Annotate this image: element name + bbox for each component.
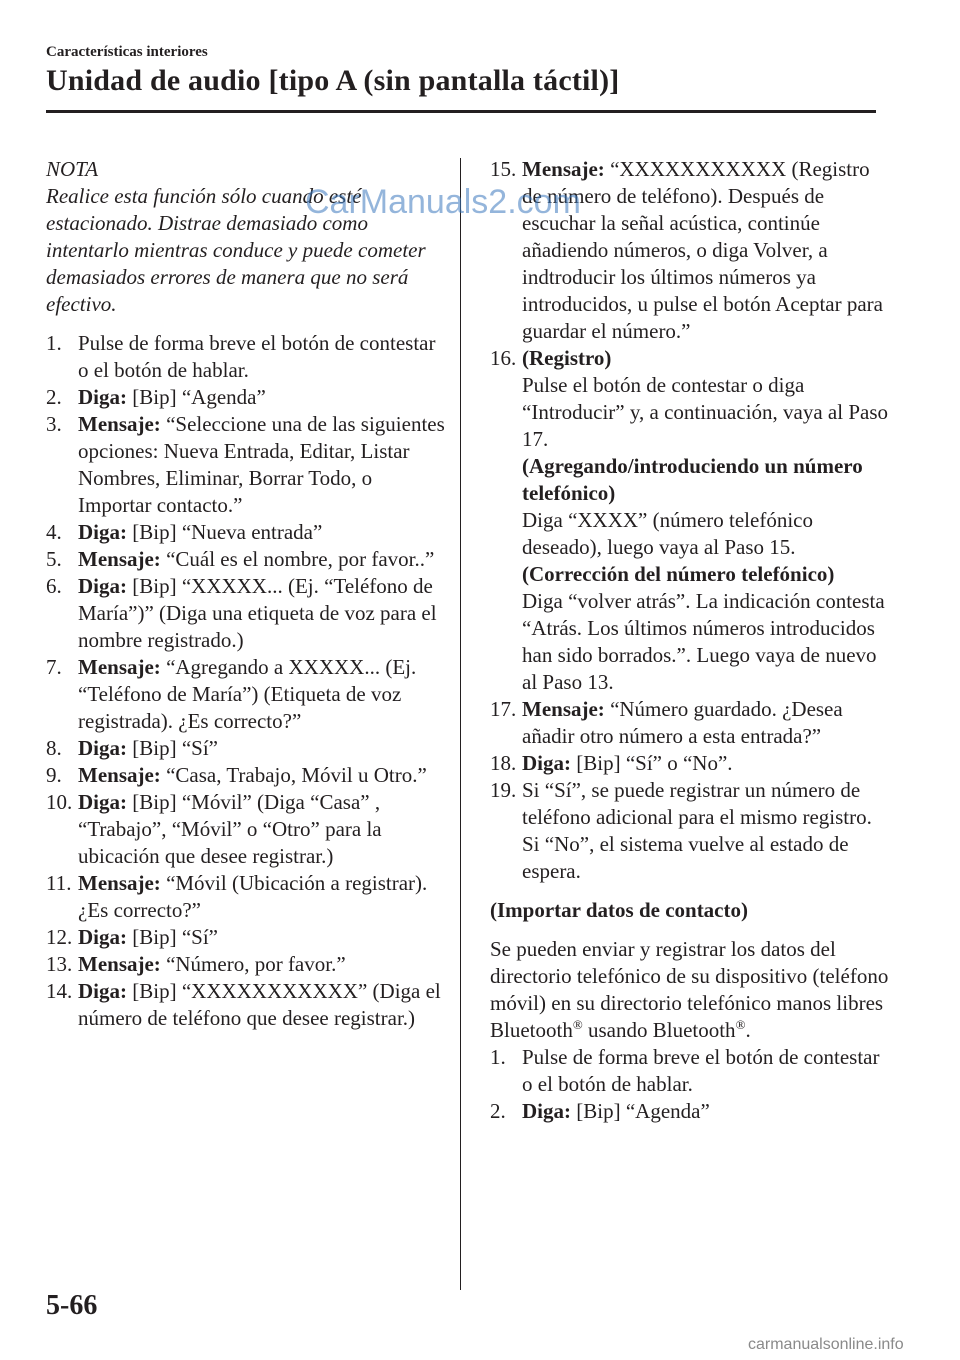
step-number: 16. [490, 346, 517, 370]
step-item [46, 735, 446, 762]
step-label: Mensaje: [78, 763, 161, 787]
step-number: 14. [46, 979, 73, 1003]
step-item [46, 411, 446, 519]
step-label: Diga: [78, 574, 127, 598]
step-label: Diga: [78, 385, 127, 409]
header-rule [46, 110, 876, 113]
step-label: Mensaje: [522, 157, 605, 181]
step-text: Pulse de forma breve el botón de contestar o el botón de hablar. [78, 331, 436, 382]
step-item [490, 777, 890, 885]
step-item [490, 750, 890, 777]
step-text: Diga: [Bip] “XXXXXXXXXXX” (Diga el número de teléfono que desee registrar.) [78, 979, 441, 1030]
step-item [46, 654, 446, 735]
step-text: Diga: [Bip] “Sí” o “No”. [522, 751, 733, 775]
step-number: 18. [490, 751, 517, 775]
step-label: Diga: [522, 1099, 571, 1123]
note-title: NOTA [46, 157, 99, 181]
step-number: 1. [490, 1045, 506, 1069]
step-label: Diga: [78, 979, 127, 1003]
step-text: Mensaje: “Móvil (Ubicación a registrar). ¿Es correcto?” [78, 871, 428, 922]
step-label: Diga: [78, 736, 127, 760]
sub-heading: (Corrección del número telefónico) [522, 562, 835, 586]
step-text: Si “Sí”, se puede registrar un número de teléfono adicional para el mismo registro. Si “No”, el sistema vuelve al estado de espera. [522, 778, 872, 883]
step-item [46, 951, 446, 978]
step-item [490, 1098, 890, 1125]
import-heading: (Importar datos de contacto) [490, 898, 748, 922]
step-text: (Registro) Pulse el botón de contestar o diga “Introducir” y, a continuación, vaya al Paso 17. (Agregando/introduciendo un número telefónico) Diga “XXXX” (número telefónico deseado), luego vaya al Paso 15. (Corrección del número telefónico) Diga “volver atrás”. La indicación contesta “Atrás. Los últimos números introducidos han sido borrados.”. Luego vaya de nuevo al Paso 13. [522, 346, 889, 694]
step-item [46, 330, 446, 384]
step-number: 7. [46, 655, 62, 679]
step-number: 2. [46, 385, 62, 409]
step-item [46, 762, 446, 789]
step-item [46, 870, 446, 924]
step-item [46, 384, 446, 411]
registered-mark: ® [735, 1017, 746, 1032]
step-item [46, 978, 446, 1032]
page-number: 5-66 [46, 1290, 98, 1321]
footer-site-link[interactable]: carmanualsonline.info [748, 1336, 904, 1353]
step-label: (Registro) [522, 346, 612, 370]
step-text: Diga: [Bip] “Sí” [78, 925, 218, 949]
step-text: Diga: [Bip] “XXXXX... (Ej. “Teléfono de María”)” (Diga una etiqueta de voz para el nombre registrado.) [78, 574, 437, 652]
step-text: Mensaje: “Seleccione una de las siguientes opciones: Nueva Entrada, Editar, Listar Nombres, Eliminar, Borrar Todo, o Importar contacto.” [78, 412, 445, 517]
step-text: Mensaje: “Casa, Trabajo, Móvil u Otro.” [78, 763, 427, 787]
step-number: 8. [46, 736, 62, 760]
step-label: Diga: [78, 790, 127, 814]
step-label: Diga: [78, 925, 127, 949]
page-title: Unidad de audio [tipo A (sin pantalla táctil)] [46, 64, 620, 97]
step-item [490, 1044, 890, 1098]
step-number: 19. [490, 778, 517, 802]
step-item [490, 345, 890, 696]
step-item [46, 546, 446, 573]
step-item [46, 573, 446, 654]
step-item [46, 789, 446, 870]
step-item [490, 696, 890, 750]
step-label: Mensaje: [78, 412, 161, 436]
step-text: Diga: [Bip] “Nueva entrada” [78, 520, 323, 544]
step-item [46, 924, 446, 951]
step-number: 9. [46, 763, 62, 787]
step-text: Diga: [Bip] “Móvil” (Diga “Casa” , “Trabajo”, “Móvil” o “Otro” para la ubicación que desee registrar.) [78, 790, 382, 868]
step-number: 12. [46, 925, 73, 949]
step-label: Mensaje: [78, 655, 161, 679]
sub-heading: (Agregando/introduciendo un número telefónico) [522, 454, 863, 505]
step-number: 15. [490, 157, 517, 181]
step-number: 5. [46, 547, 62, 571]
step-number: 3. [46, 412, 62, 436]
step-text: Mensaje: “Cuál es el nombre, por favor..” [78, 547, 435, 571]
step-number: 17. [490, 697, 517, 721]
left-column [46, 156, 446, 1032]
step-number: 11. [46, 871, 72, 895]
import-paragraph: Se pueden enviar y registrar los datos del directorio telefónico de su dispositivo (teléfono móvil) en su directorio telefónico manos libres Bluetooth® usando Bluetooth®. [490, 937, 889, 1042]
step-number: 13. [46, 952, 73, 976]
watermark: CarManuals2.com [305, 183, 581, 221]
step-text: Mensaje: “Número, por favor.” [78, 952, 346, 976]
step-text: Mensaje: “Agregando a XXXXX... (Ej. “Teléfono de María”) (Etiqueta de voz registrada). ¿Es correcto?” [78, 655, 417, 733]
step-label: Mensaje: [78, 871, 161, 895]
step-number: 1. [46, 331, 62, 355]
step-label: Mensaje: [78, 547, 161, 571]
step-number: 2. [490, 1099, 506, 1123]
step-number: 4. [46, 520, 62, 544]
step-label: Mensaje: [78, 952, 161, 976]
step-text: Diga: [Bip] “Sí” [78, 736, 218, 760]
step-text: Diga: [Bip] “Agenda” [522, 1099, 710, 1123]
step-label: Mensaje: [522, 697, 605, 721]
step-text: Pulse de forma breve el botón de contestar o el botón de hablar. [522, 1045, 880, 1096]
note-text: Realice esta función sólo cuando esté estacionado. Distrae demasiado como intentarlo mientras conduce y puede cometer demasiados errores de manera que no será efectivo. [46, 184, 426, 316]
section-label: Características interiores [46, 44, 208, 60]
step-text: Diga: [Bip] “Agenda” [78, 385, 266, 409]
step-text: Mensaje: “XXXXXXXXXXX (Registro de número de teléfono). Después de escuchar la señal acústica, continúe añadiendo números, o diga Volver, a indtroducir los últimos números ya introducidos, u pulse el botón Aceptar para guardar el número.” [522, 157, 883, 343]
step-number: 6. [46, 574, 62, 598]
step-label: Diga: [522, 751, 571, 775]
step-number: 10. [46, 790, 73, 814]
step-text: Mensaje: “Número guardado. ¿Desea añadir otro número a esta entrada?” [522, 697, 843, 748]
right-column [490, 156, 890, 1125]
step-item [46, 519, 446, 546]
step-label: Diga: [78, 520, 127, 544]
registered-mark: ® [572, 1017, 583, 1032]
column-divider [460, 158, 461, 1290]
